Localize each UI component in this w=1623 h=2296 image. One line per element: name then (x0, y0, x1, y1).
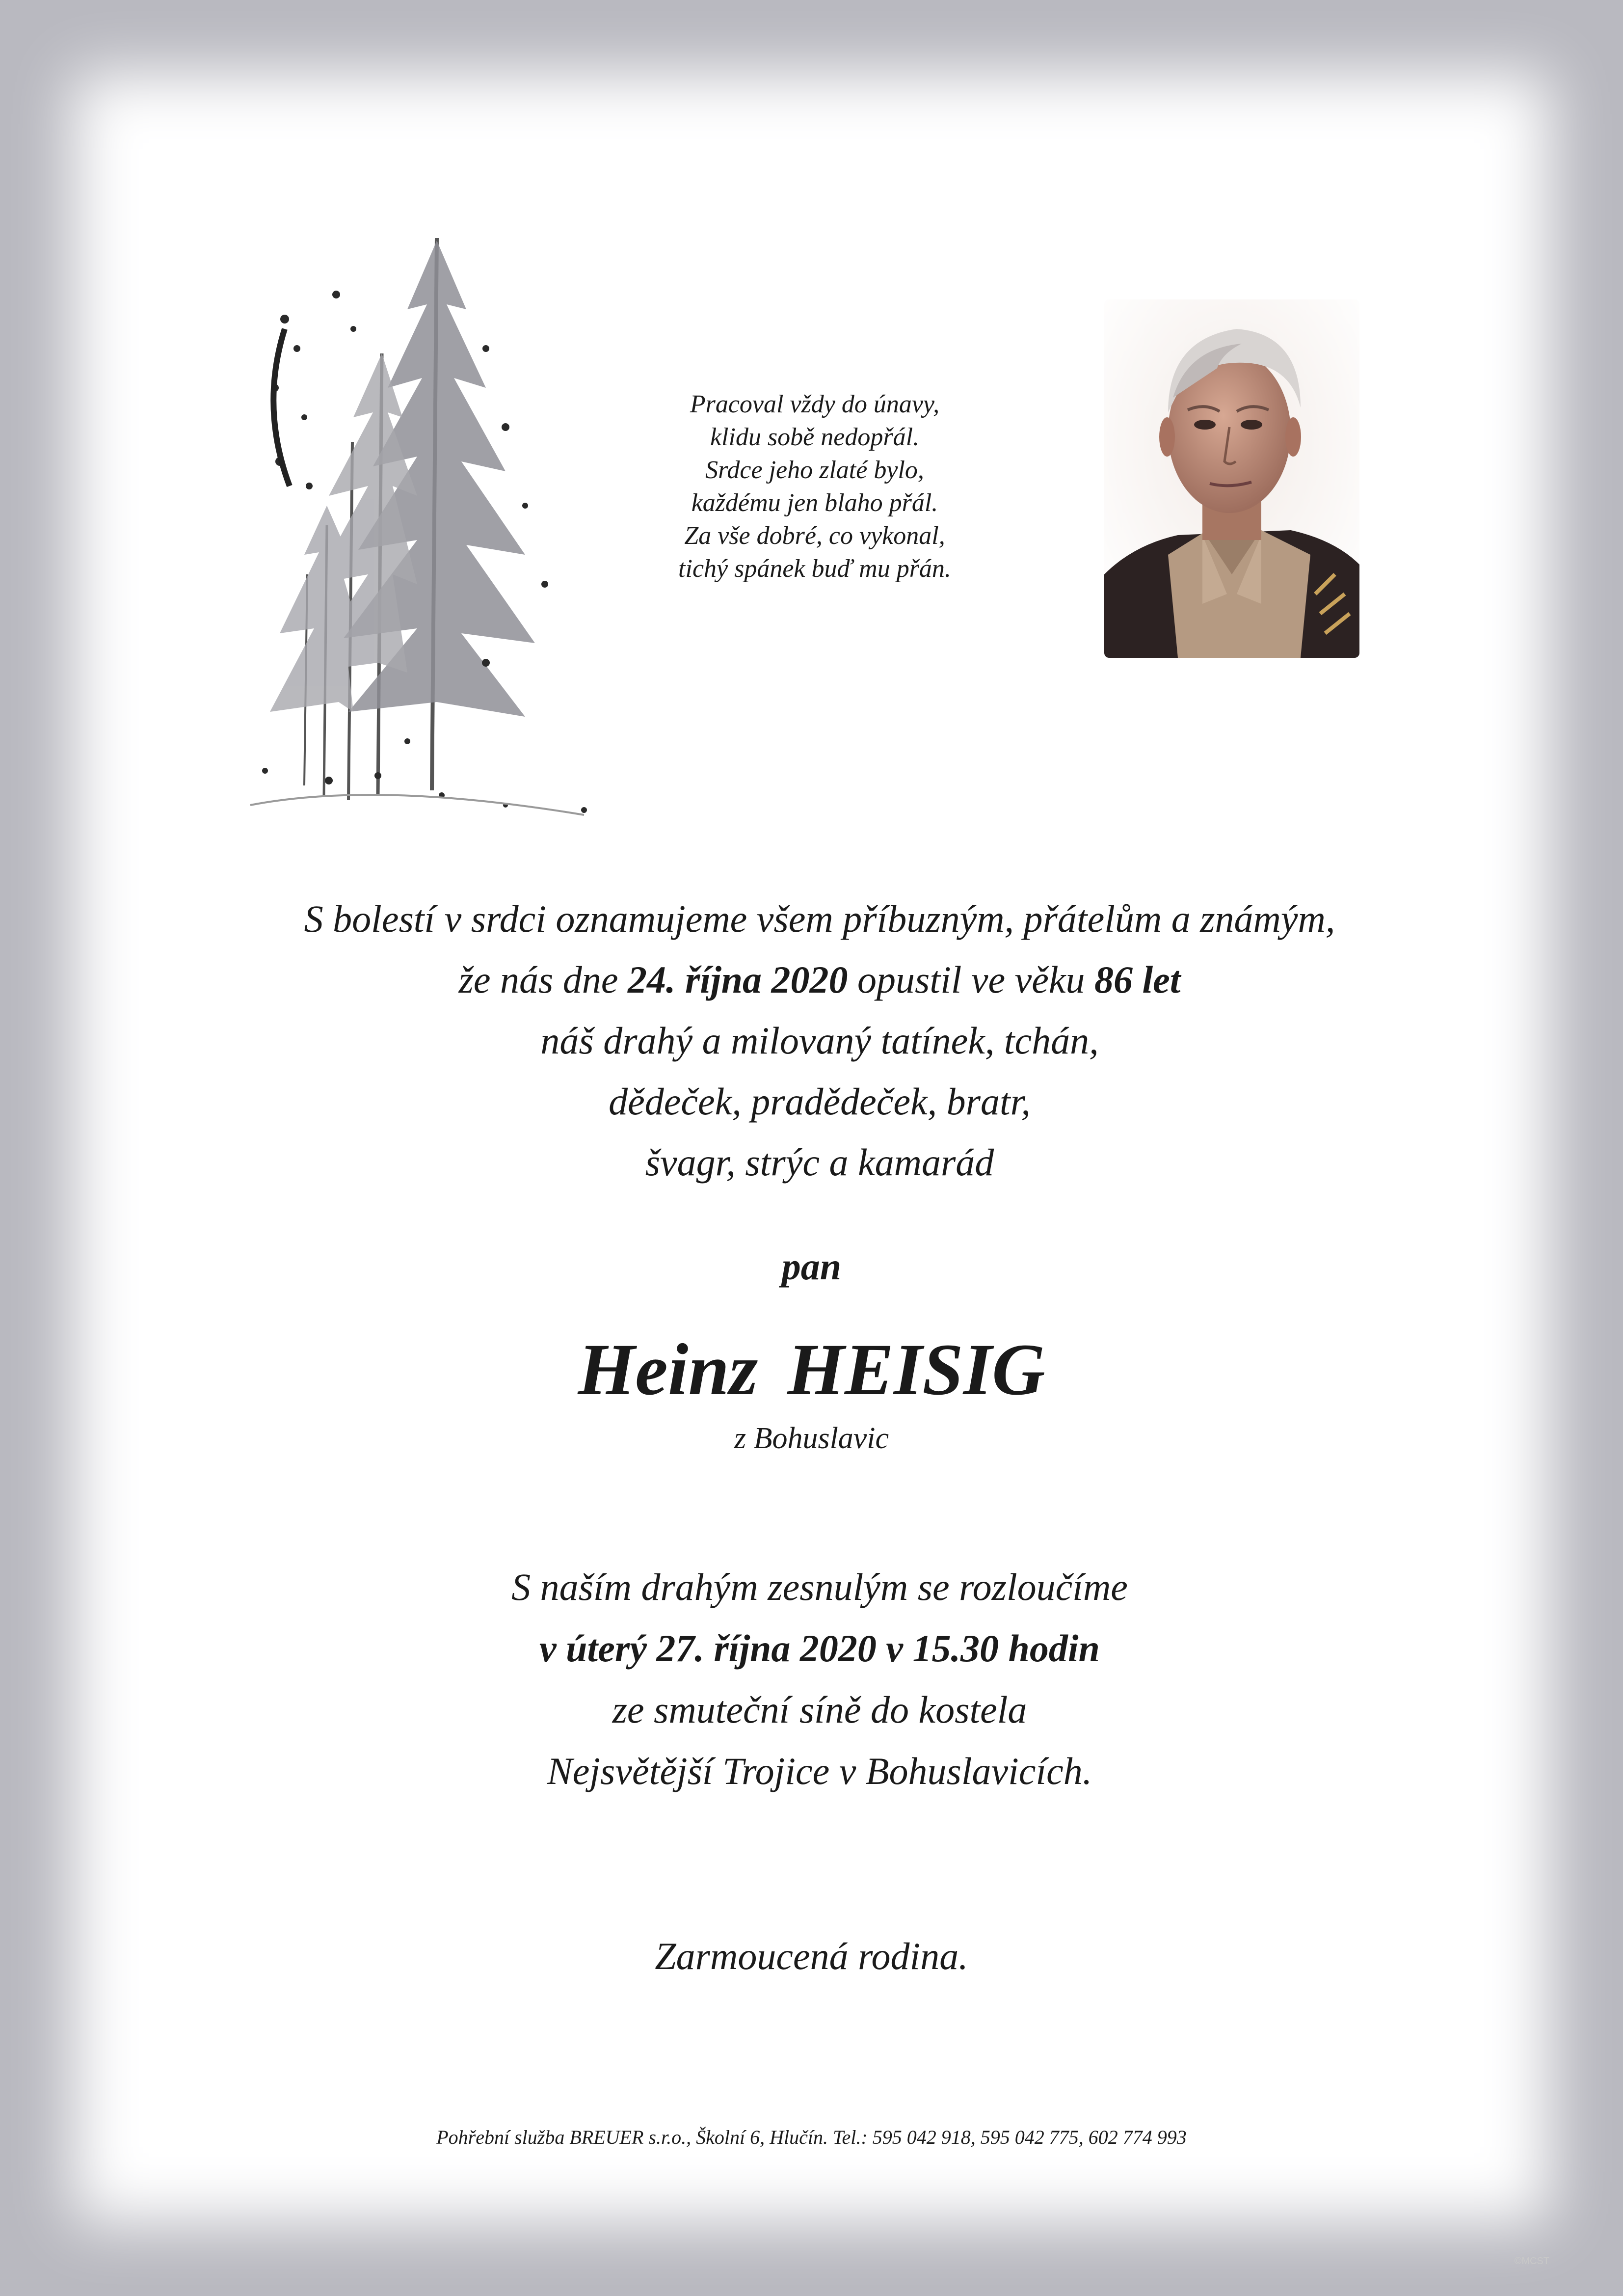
announcement-line-4: dědeček, pradědeček, bratr, (609, 1080, 1031, 1123)
announcement-line-2 (147, 949, 1492, 1010)
poem-line: každému jen blaho přál. (691, 489, 938, 517)
watermark: ©MCST (1514, 2256, 1549, 2267)
poem-line: Za vše dobré, co vykonal, (684, 522, 945, 550)
poem (609, 388, 1021, 585)
announcement-text: opustil ve věku (848, 958, 1095, 1001)
first-name: Heinz (578, 1329, 758, 1410)
farewell-line-3: ze smuteční síně do kostela (612, 1688, 1027, 1731)
funeral-service-footer: Pohřební služba BREUER s.r.o., Školní 6, Hlučín. Tel.: 595 042 918, 595 042 775, 602 774 993 (436, 2126, 1187, 2148)
farewell-datetime: v úterý 27. října 2020 v 15.30 hodin (539, 1627, 1100, 1670)
farewell (147, 1556, 1492, 1802)
farewell-line-4: Nejsvětější Trojice v Bohuslavicích. (547, 1750, 1092, 1792)
poem-line: klidu sobě nedopřál. (710, 423, 920, 451)
poem-line: tichý spánek buď mu přán. (678, 555, 951, 583)
poem-line: Pracoval vždy do únavy, (690, 390, 940, 418)
announcement-line-3: náš drahý a milovaný tatínek, tchán, (540, 1019, 1099, 1062)
origin: z Bohuslavic (734, 1422, 889, 1455)
announcement-line-1: S bolestí v srdci oznamujeme všem příbuzným, přátelům a známým, (304, 897, 1335, 940)
deceased-name (0, 1325, 1623, 1414)
last-name: HEISIG (787, 1329, 1045, 1410)
poem-line: Srdce jeho zlaté bylo, (705, 456, 924, 484)
announcement (147, 889, 1492, 1193)
portrait-photo (1104, 299, 1359, 658)
announcement-line-5: švagr, strýc a kamarád (645, 1141, 994, 1184)
pine-trees-icon (231, 231, 618, 839)
pine-trees-illustration (231, 231, 618, 839)
salutation: pan (781, 1245, 842, 1288)
announcement-text: že nás dne (458, 958, 628, 1001)
farewell-line-1: S naším drahým zesnulým se rozloučíme (511, 1566, 1128, 1608)
signoff: Zarmoucená rodina. (655, 1935, 968, 1977)
portrait-icon (1104, 299, 1359, 658)
date-of-death: 24. října 2020 (627, 958, 848, 1001)
age: 86 let (1094, 958, 1181, 1001)
